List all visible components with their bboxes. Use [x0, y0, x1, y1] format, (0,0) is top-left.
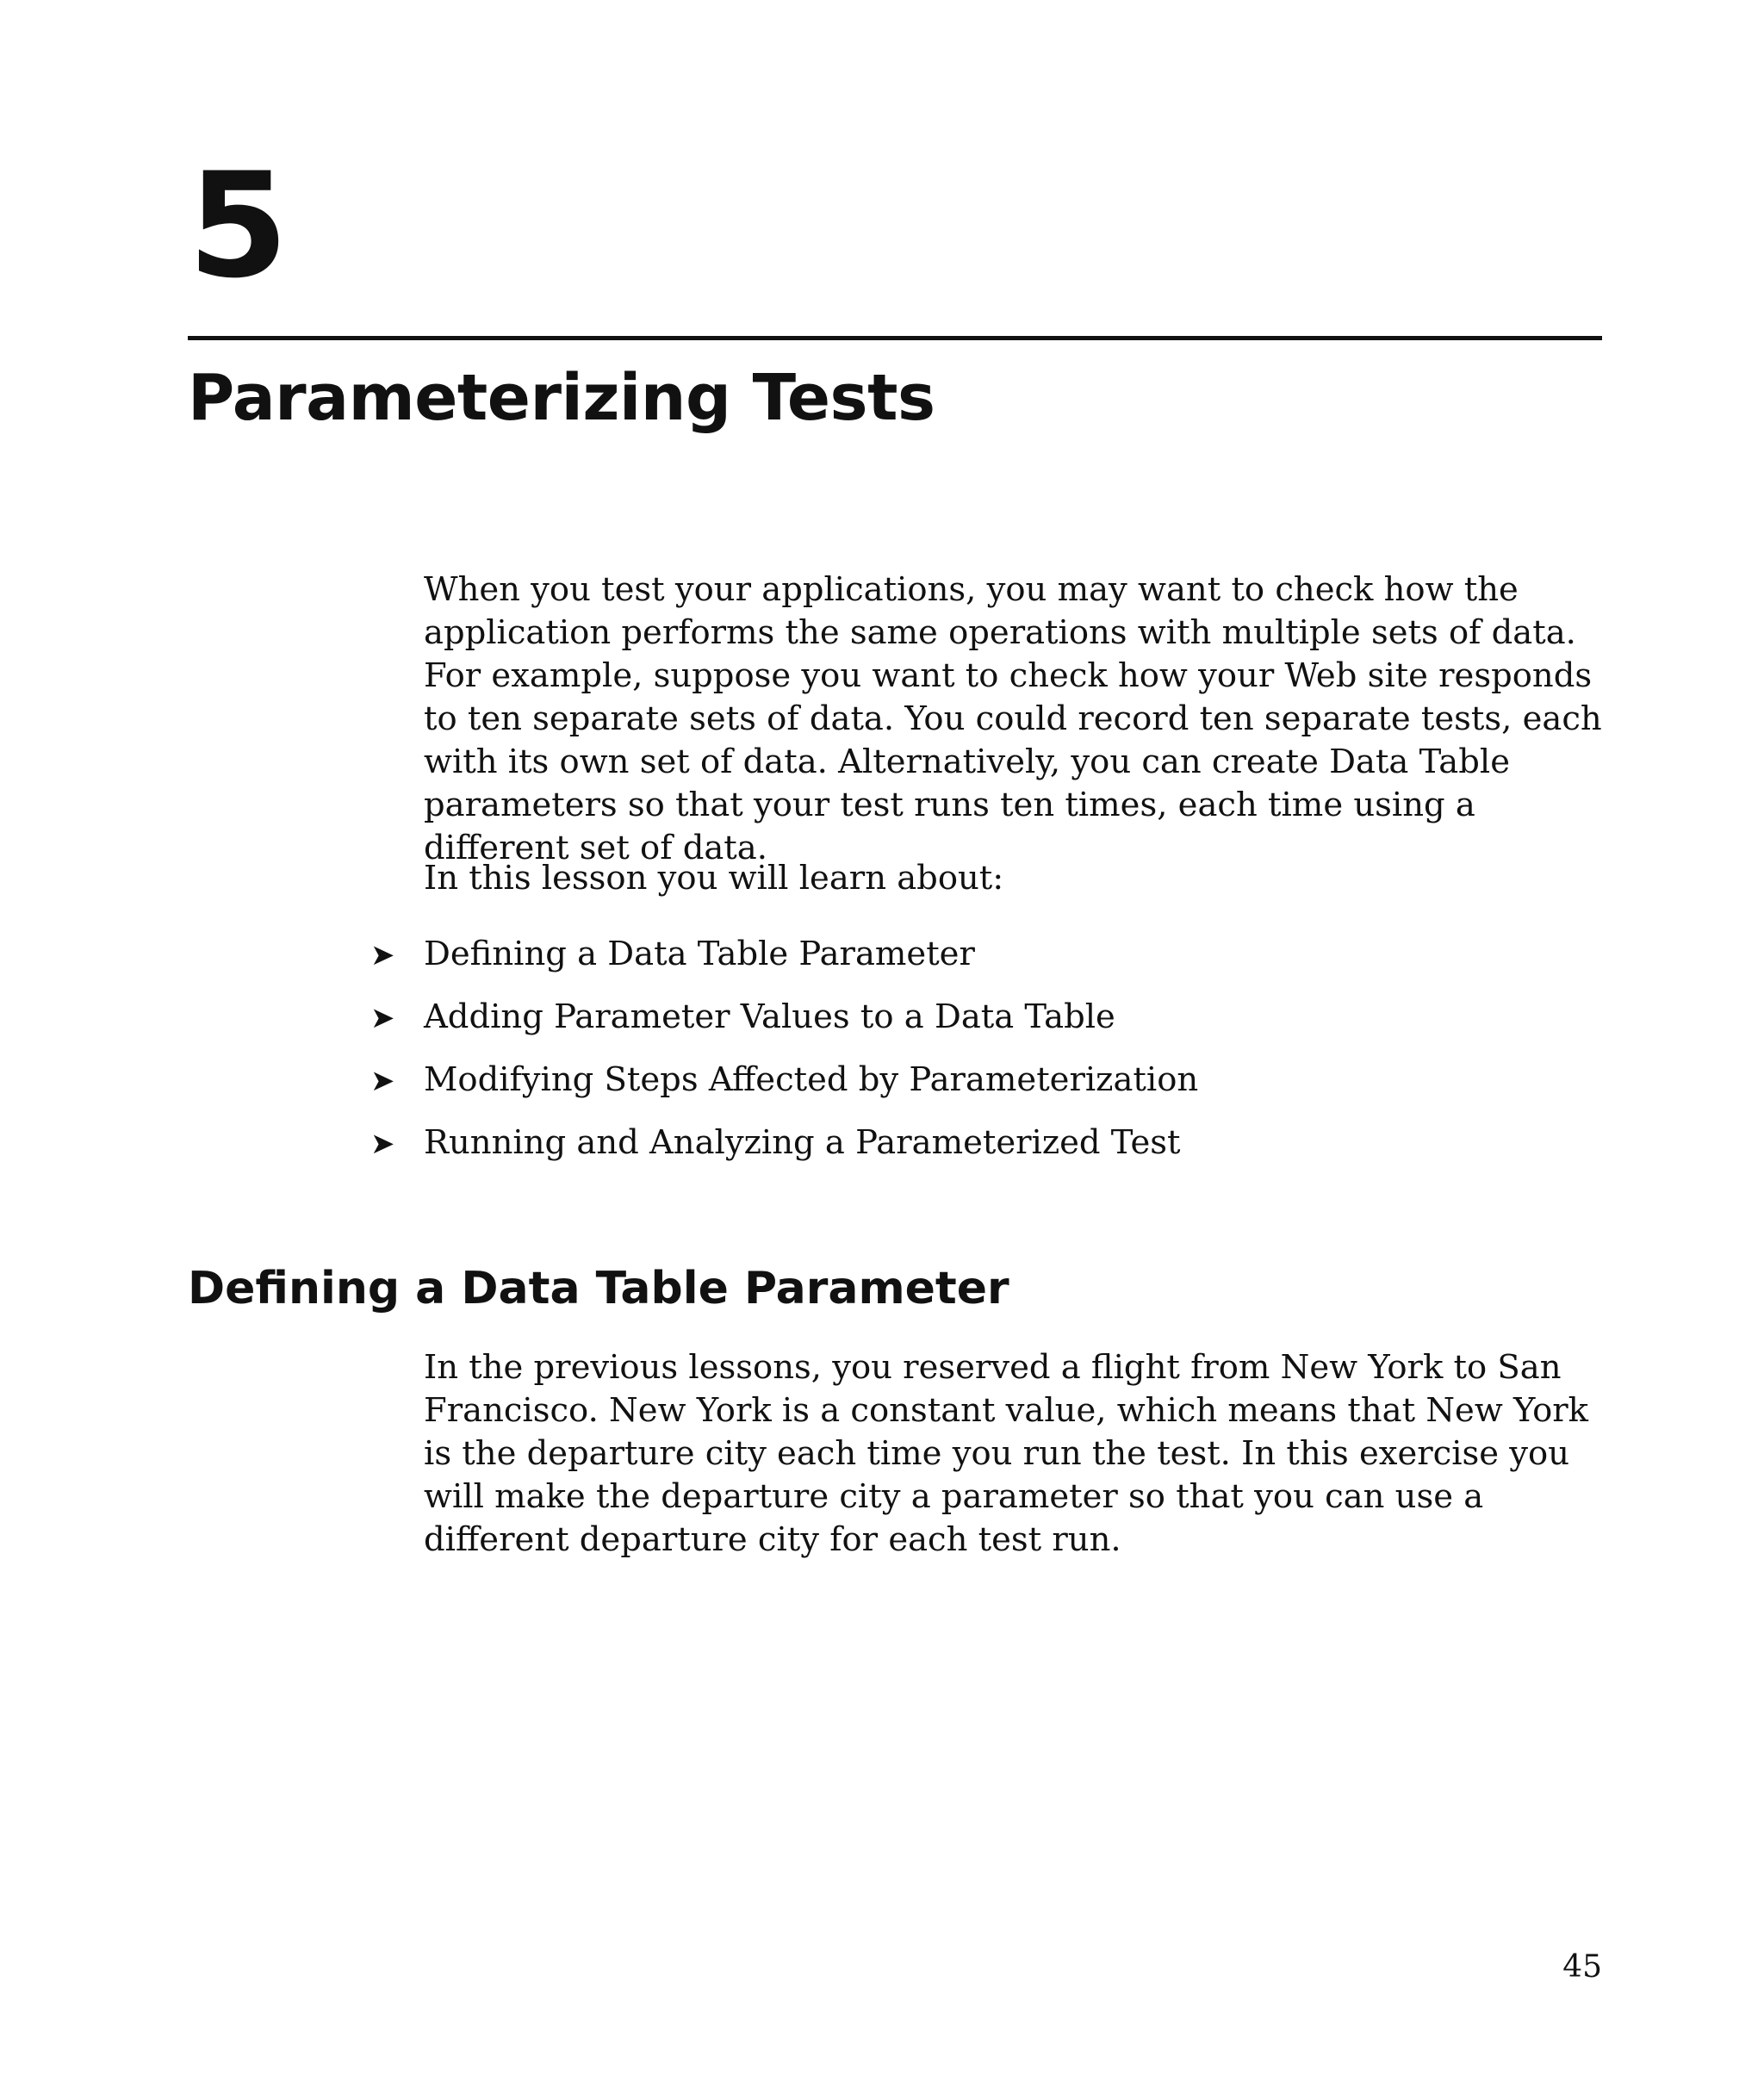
- topic-label: Running and Analyzing a Parameterized Test: [424, 1123, 1181, 1162]
- section-heading: Defining a Data Table Parameter: [188, 1263, 1009, 1314]
- topic-label: Defining a Data Table Parameter: [424, 935, 975, 973]
- list-item: [370, 933, 1198, 996]
- topic-label: Adding Parameter Values to a Data Table: [424, 997, 1115, 1036]
- section-paragraph: In the previous lessons, you reserved a flight from New York to San Francisco. New York is a constant value, which means that New York is the departure city each time you run the test. In this exercise you will make the departure city a parameter so that you can use a different departure city for each test run.: [424, 1348, 1588, 1559]
- list-item: [370, 1121, 1198, 1184]
- chapter-rule: [188, 336, 1602, 340]
- arrow-bullet-icon: ➤: [370, 938, 395, 972]
- arrow-bullet-icon: ➤: [370, 1001, 395, 1035]
- list-item: [370, 1059, 1198, 1121]
- page-number: 45: [1562, 1949, 1602, 1985]
- chapter-number: 5: [188, 141, 287, 310]
- topic-list: [370, 933, 1198, 1184]
- learn-intro-line: In this lesson you will learn about:: [424, 859, 1004, 898]
- intro-paragraph: When you test your applications, you may want to check how the application performs the same operations with multiple sets of data. For example, suppose you want to check how your Web site responds to ten separate sets of data. You could record ten separate tests, each with its own set of data. Alternatively, you can create Data Table parameters so that your test runs ten times, each time using a different set of data.: [424, 570, 1602, 867]
- arrow-bullet-icon: ➤: [370, 1064, 395, 1098]
- chapter-title: Parameterizing Tests: [188, 361, 935, 435]
- topic-label: Modifying Steps Affected by Parameterization: [424, 1060, 1199, 1099]
- arrow-bullet-icon: ➤: [370, 1127, 395, 1161]
- list-item: [370, 996, 1198, 1059]
